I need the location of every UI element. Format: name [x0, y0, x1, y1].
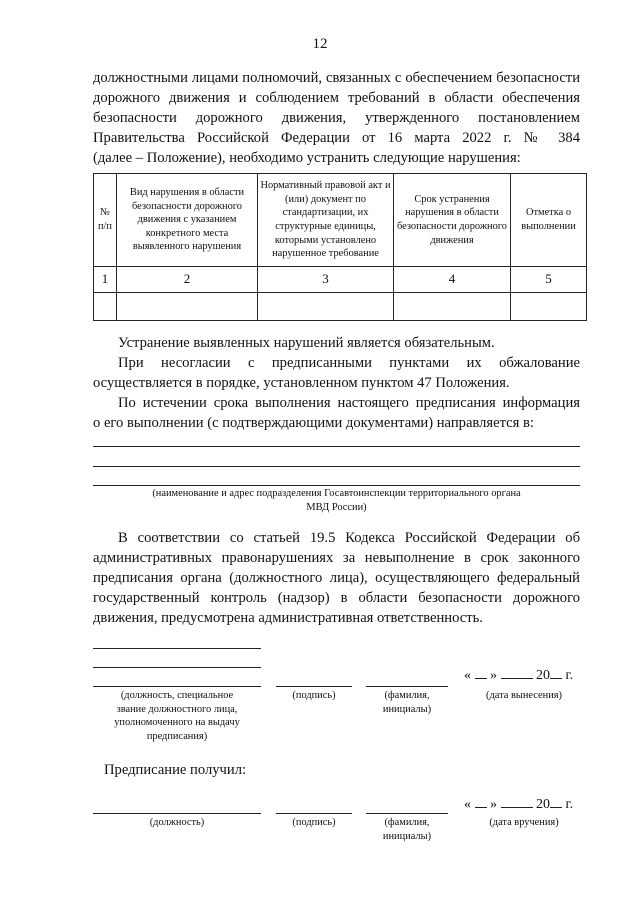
- position-caption: (должность): [149, 817, 205, 828]
- intro-line-5: (далее – Положение), необходимо устранить следующие нарушения:: [93, 150, 521, 166]
- caption-line: (фамилия,: [384, 817, 430, 828]
- table-row: [94, 267, 587, 293]
- year-blank[interactable]: [550, 795, 562, 808]
- delivery-date-field[interactable]: [464, 795, 573, 813]
- issue-date-field[interactable]: [464, 666, 573, 684]
- column-number-5: 5: [511, 267, 587, 293]
- name-caption: [366, 689, 448, 716]
- table-cell[interactable]: [511, 293, 587, 321]
- header-violation-type: Вид нарушения в области безопасности дорожного движения с указанием конкретного места выявленного нарушения: [117, 174, 258, 267]
- mandatory-text: Устранение выявленных нарушений является обязательным.: [118, 335, 495, 351]
- column-number-2: 2: [117, 267, 258, 293]
- address-line[interactable]: [93, 446, 580, 447]
- liability-line-5: движения, предусмотрена административная ответственность.: [93, 610, 483, 626]
- name-line[interactable]: [366, 686, 448, 687]
- signature-caption: (подпись): [292, 690, 336, 701]
- appeal-line-2: осуществляется в порядке, установленном пунктом 47 Положения.: [93, 375, 510, 391]
- position-line[interactable]: [93, 648, 261, 649]
- liability-line-2: административных правонарушениях за невыполнение в срок законного: [93, 550, 580, 566]
- header-completion-mark: Отметка о выполнении: [511, 174, 587, 267]
- address-line[interactable]: [93, 485, 580, 486]
- signature-caption: (подпись): [292, 817, 336, 828]
- table-cell[interactable]: [117, 293, 258, 321]
- caption-line: МВД России): [306, 501, 367, 513]
- issue-date-caption: (дата вынесения): [486, 690, 562, 701]
- month-blank[interactable]: [501, 666, 533, 679]
- signature-line[interactable]: [276, 813, 352, 814]
- day-blank[interactable]: [475, 666, 487, 679]
- intro-line-2: дорожного движения и соблюдением требований в области обеспечения: [93, 90, 580, 106]
- table-row: [94, 293, 587, 321]
- year-suffix: г.: [565, 668, 574, 683]
- caption-line: инициалы): [382, 830, 432, 842]
- delivery-date-caption: (дата вручения): [489, 817, 559, 828]
- report-line-2: о его выполнении (с подтверждающими документами) направляется в:: [93, 415, 534, 431]
- violations-table: [93, 173, 587, 321]
- month-blank[interactable]: [501, 795, 533, 808]
- received-label: Предписание получил:: [104, 762, 247, 778]
- table-cell[interactable]: [258, 293, 394, 321]
- address-caption: [93, 487, 580, 514]
- quote-open: «: [464, 668, 471, 683]
- position-line[interactable]: [93, 667, 261, 668]
- year-blank[interactable]: [550, 666, 562, 679]
- signature-line[interactable]: [276, 686, 352, 687]
- caption-line: уполномоченного на выдачу: [114, 717, 240, 729]
- appeal-line-1: При несогласии с предписанными пунктами их обжалование: [118, 355, 580, 371]
- header-number: № п/п: [94, 174, 117, 267]
- name-line[interactable]: [366, 813, 448, 814]
- caption-line: (наименование и адрес подразделения Госавтоинспекции территориального органа: [152, 488, 521, 499]
- caption-line: звание должностного лица,: [116, 703, 238, 715]
- year-prefix: 20: [536, 797, 550, 812]
- header-regulation: Нормативный правовой акт и (или) документ по стандартизации, их структурные единицы, которыми установлено нарушенное требование: [258, 174, 394, 267]
- header-deadline: Срок устранения нарушения в области безопасности дорожного движения: [394, 174, 511, 267]
- report-line-1: По истечении срока выполнения настоящего предписания информация: [118, 395, 580, 411]
- intro-line-3: безопасности дорожного движения, утвержденного постановлением: [93, 110, 580, 126]
- position-line[interactable]: [93, 813, 261, 814]
- address-line[interactable]: [93, 466, 580, 467]
- liability-line-3: предписания органа (должностного лица), осуществляющего федеральный: [93, 570, 580, 586]
- table-cell[interactable]: [394, 293, 511, 321]
- day-blank[interactable]: [475, 795, 487, 808]
- table-header-row: [94, 174, 587, 267]
- name-caption: [366, 816, 448, 843]
- caption-line: (должность, специальное: [120, 690, 234, 701]
- column-number-3: 3: [258, 267, 394, 293]
- intro-line-4: Правительства Российской Федерации от 16 марта 2022 г. № 384: [93, 130, 580, 146]
- column-number-1: 1: [94, 267, 117, 293]
- quote-close: »: [490, 797, 497, 812]
- year-suffix: г.: [565, 797, 574, 812]
- liability-line-4: государственный контроль (надзор) в области безопасности дорожного: [93, 590, 580, 606]
- caption-line: (фамилия,: [384, 690, 430, 701]
- page-number: 12: [312, 36, 328, 52]
- quote-open: «: [464, 797, 471, 812]
- position-line[interactable]: [93, 686, 261, 687]
- position-caption: [93, 689, 261, 743]
- table-cell[interactable]: [94, 293, 117, 321]
- column-number-4: 4: [394, 267, 511, 293]
- year-prefix: 20: [536, 668, 550, 683]
- caption-line: инициалы): [382, 703, 432, 715]
- quote-close: »: [490, 668, 497, 683]
- caption-line: предписания): [146, 730, 208, 742]
- intro-line-1: должностными лицами полномочий, связанных с обеспечением безопасности: [93, 70, 580, 86]
- liability-line-1: В соответствии со статьей 19.5 Кодекса Российской Федерации об: [118, 530, 580, 546]
